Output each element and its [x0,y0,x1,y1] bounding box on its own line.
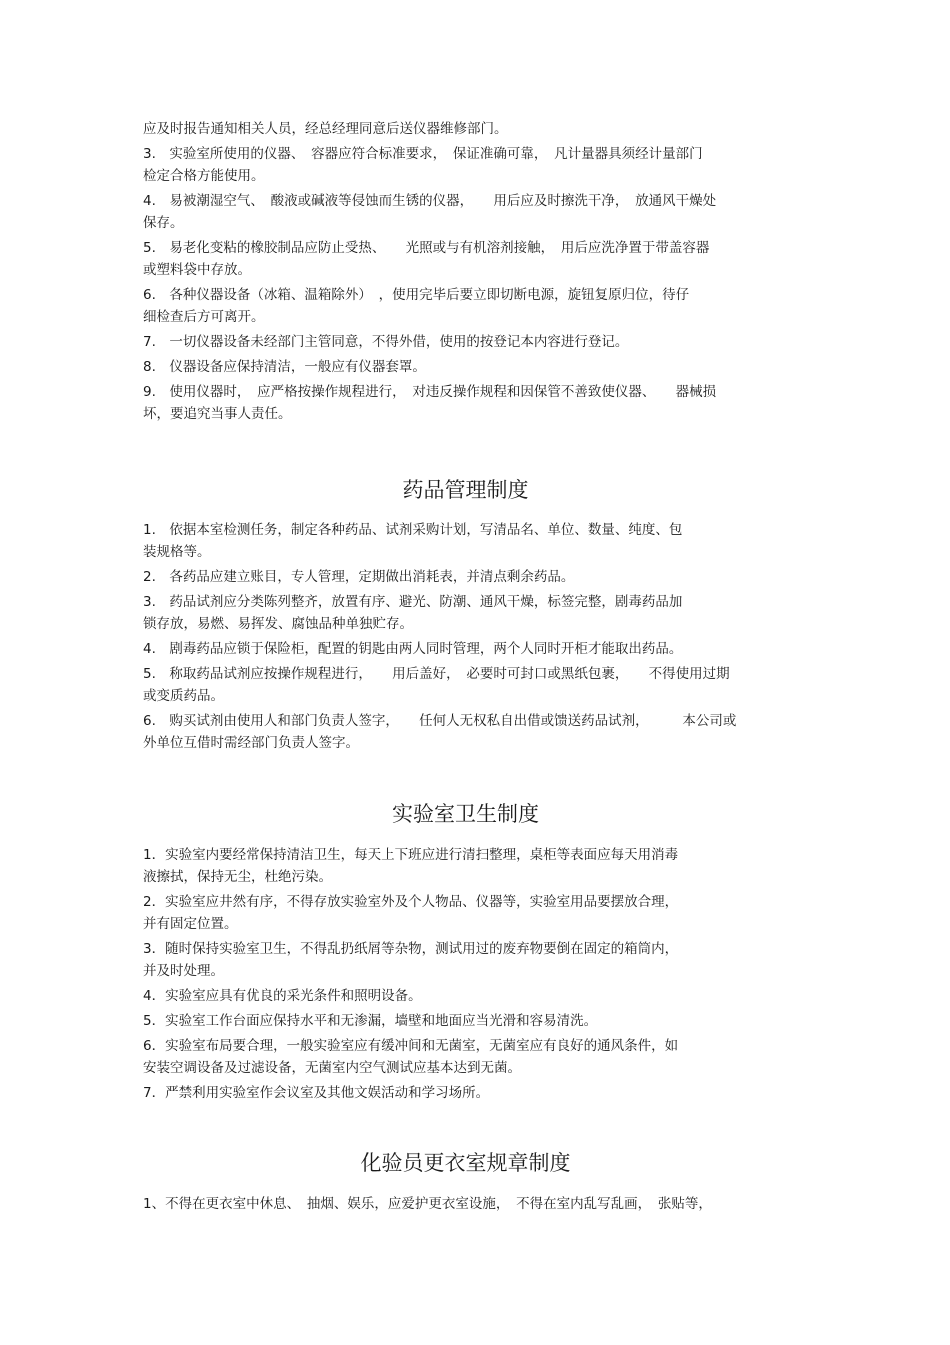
list-item [143,844,678,888]
text-line: 9. 使用仪器时， 应严格按操作规程进行， 对违反操作规程和因保管不善致使仪器、 器械损 [143,384,717,400]
text-line: 检定合格方能使用。 [143,168,265,184]
text-line: 6. 购买试剂由使用人和部门负责人签字， 任何人无权私自出借或馈送药品试剂， 本公司或 [143,713,737,729]
list-item [143,638,736,660]
text-line: 或变质药品。 [143,688,224,704]
text-line: 并及时处理。 [143,963,224,979]
text-line: 1．实验室内要经常保持清洁卫生，每天上下班应进行清扫整理，桌柜等表面应每天用消毒 [143,847,679,863]
text-line: 4．实验室应具有优良的采光条件和照明设备。 [143,988,422,1004]
list-item [143,938,678,982]
list-item [143,190,716,234]
instrument-rules-continued [143,118,716,428]
text-line: 锁存放，易燃、易挥发、腐蚀品种单独贮存。 [143,616,413,632]
text-line: 3. 药品试剂应分类陈列整齐，放置有序、避光、防潮、通风干燥，标签完整，剧毒药品加 [143,594,683,610]
text-line: 6. 各种仪器设备（冰箱、温箱除外） ，使用完毕后要立即切断电源，旋钮复原归位，待仔 [143,287,690,303]
text-line: 5．实验室工作台面应保持水平和无渗漏，墙壁和地面应当光滑和容易清洗。 [143,1013,598,1029]
text-line: 3．随时保持实验室卫生，不得乱扔纸屑等杂物，测试用过的废弃物要倒在固定的箱筒内， [143,941,679,957]
list-item [143,1010,678,1032]
list-item [143,331,716,353]
text-line: 4. 易被潮湿空气、 酸液或碱液等侵蚀而生锈的仪器， 用后应及时擦洗干净， 放通风干燥处 [143,193,717,209]
list-item [143,710,736,754]
drug-management-rules [143,519,736,757]
list-item [143,284,716,328]
text-line: 装规格等。 [143,544,211,560]
lab-hygiene-rules [143,844,678,1107]
text-line: 5. 称取药品试剂应按操作规程进行， 用后盖好， 必要时可封口或黑纸包裹， 不得使用过期 [143,666,730,682]
text-line: 应及时报告通知相关人员，经总经理同意后送仪器维修部门。 [143,121,508,137]
text-line: 坏，要追究当事人责任。 [143,406,292,422]
list-item [143,1035,678,1079]
text-line: 4. 剧毒药品应锁于保险柜，配置的钥匙由两人同时管理，两个人同时开柜才能取出药品。 [143,641,683,657]
text-line: 6．实验室布局要合理，一般实验室应有缓冲间和无菌室，无菌室应有良好的通风条件，如 [143,1038,679,1054]
list-item [143,519,736,563]
section-title-lab-hygiene: 实验室卫生制度 [392,802,539,826]
text-line: 1、不得在更衣室中休息、 抽烟、娱乐，应爱护更衣室设施， 不得在室内乱写乱画， 张贴等， [143,1196,712,1212]
text-line: 2．实验室应井然有序，不得存放实验室外及个人物品、仪器等，实验室用品要摆放合理， [143,894,679,910]
list-item [143,143,716,187]
list-item [143,356,716,378]
list-item [143,591,736,635]
text-line: 3. 实验室所使用的仪器、 容器应符合标准要求， 保证准确可靠， 凡计量器具须经计量部门 [143,146,703,162]
section-title-changing-room: 化验员更衣室规章制度 [360,1151,571,1175]
text-line: 保存。 [143,215,184,231]
text-line: 1. 依据本室检测任务，制定各种药品、试剂采购计划，写清品名、单位、数量、纯度、包 [143,522,683,538]
list-item [143,891,678,935]
text-line: 外单位互借时需经部门负责人签字。 [143,735,359,751]
list-item [143,663,736,707]
list-item [143,985,678,1007]
section-title-drug-management: 药品管理制度 [402,478,529,502]
list-item [143,118,716,140]
list-item [143,237,716,281]
text-line: 5. 易老化变粘的橡胶制品应防止受热、 光照或与有机溶剂接触， 用后应洗净置于带盖容器 [143,240,710,256]
list-item [143,566,736,588]
list-item [143,1193,712,1215]
text-line: 2. 各药品应建立账目，专人管理，定期做出消耗表，并清点剩余药品。 [143,569,575,585]
text-line: 7. 一切仪器设备未经部门主管同意，不得外借，使用的按登记本内容进行登记。 [143,334,629,350]
text-line: 7．严禁利用实验室作会议室及其他文娱活动和学习场所。 [143,1085,490,1101]
text-line: 安装空调设备及过滤设备，无菌室内空气测试应基本达到无菌。 [143,1060,521,1076]
text-line: 并有固定位置。 [143,916,238,932]
text-line: 或塑料袋中存放。 [143,262,251,278]
text-line: 细检查后方可离开。 [143,309,265,325]
text-line: 液擦拭，保持无尘，杜绝污染。 [143,869,332,885]
list-item [143,1082,678,1104]
list-item [143,381,716,425]
changing-room-rules [143,1193,712,1218]
text-line: 8. 仪器设备应保持清洁，一般应有仪器套罩。 [143,359,426,375]
